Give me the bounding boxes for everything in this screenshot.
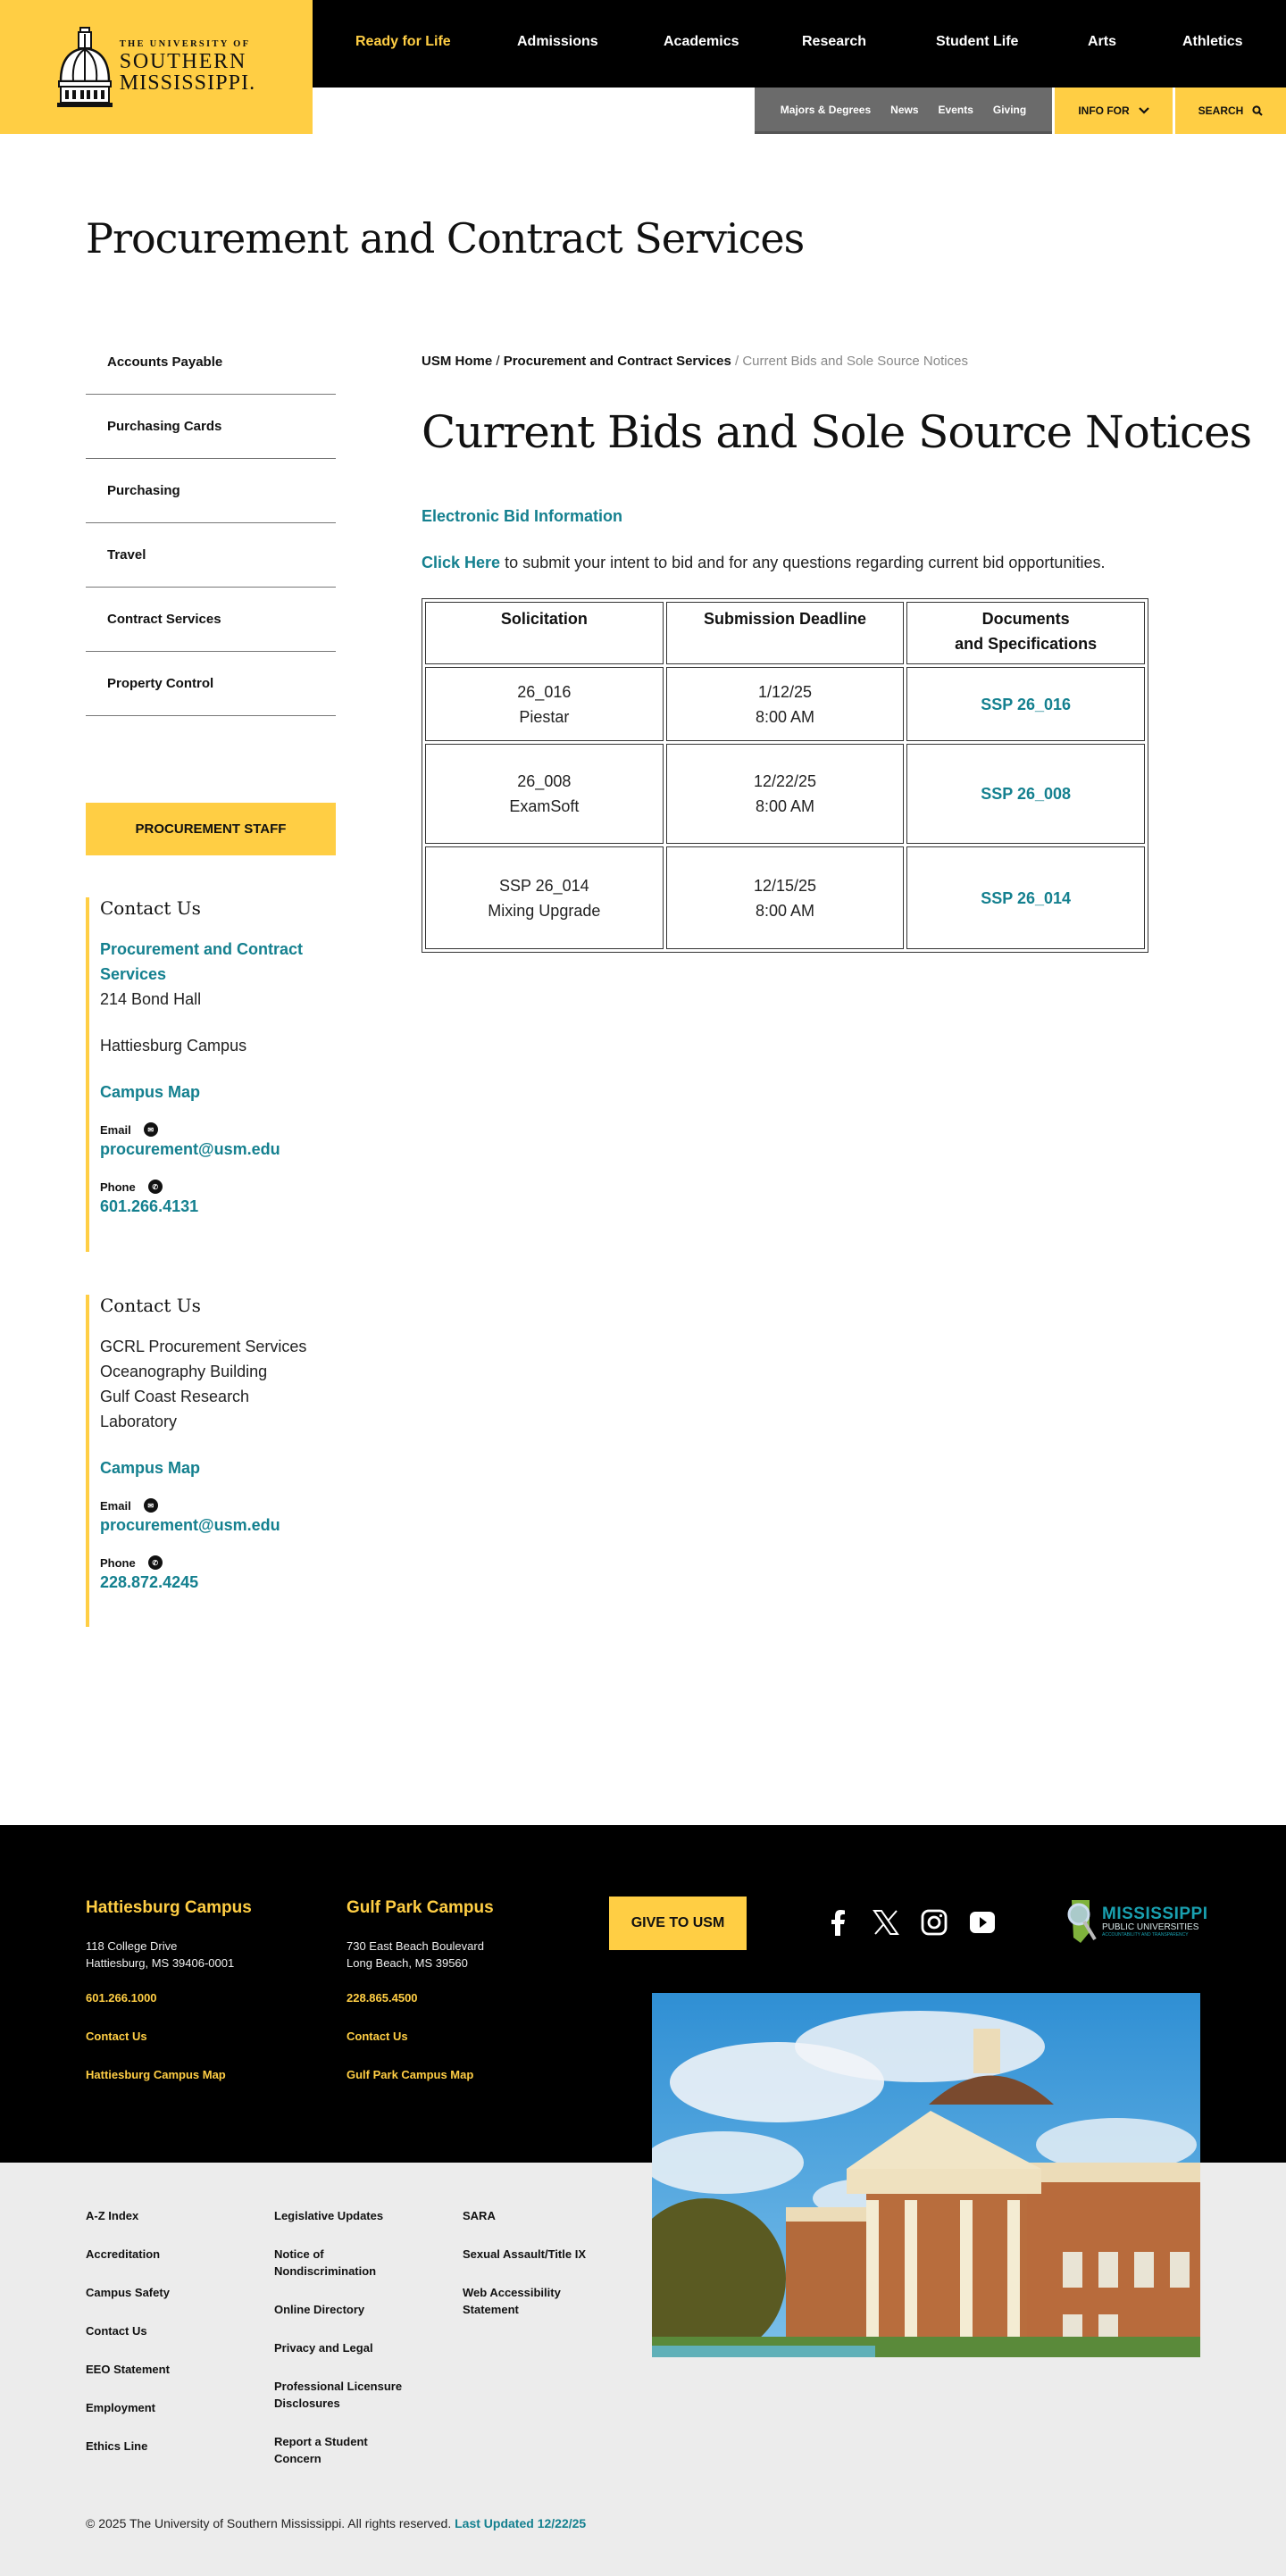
mississippi-public-universities-logo[interactable] <box>1065 1897 1207 1947</box>
sidebar-item-property-control[interactable]: Property Control <box>86 652 336 716</box>
info-for-label: INFO FOR <box>1078 104 1130 117</box>
email-icon: ✉ <box>144 1122 158 1137</box>
intent-to-bid-text <box>422 554 1105 572</box>
deadline-cell: 12/22/25 8:00 AM <box>666 744 905 844</box>
footer-link-report-student-concern[interactable]: Report a Student Concern <box>274 2435 368 2465</box>
nav-ready-for-life[interactable]: Ready for Life <box>355 34 451 49</box>
contact-heading: Contact Us <box>100 1295 201 1316</box>
chevron-down-icon <box>1139 107 1149 114</box>
search-label: SEARCH <box>1198 104 1244 117</box>
util-news[interactable]: News <box>890 103 919 116</box>
main-nav <box>313 0 1286 88</box>
table-header-row <box>425 602 1145 664</box>
campus-phone-link[interactable]: 228.865.4500 <box>347 1991 418 2005</box>
footer-link-contact-us[interactable]: Contact Us <box>86 2324 147 2338</box>
campus-address: 118 College Drive Hattiesburg, MS 39406-0001 <box>86 1939 235 1970</box>
page-title: Procurement and Contract Services <box>86 214 805 263</box>
header-documents: Documents and Specifications <box>906 602 1145 664</box>
campus-map-link[interactable]: Campus Map <box>100 1083 201 1101</box>
footer-link-notice-nondiscrimination[interactable]: Notice of Nondiscrimination <box>274 2247 377 2278</box>
phone-label: Phone <box>100 1555 136 1570</box>
breadcrumb-current: Current Bids and Sole Source Notices <box>742 354 968 369</box>
phone-label-row <box>100 1180 336 1194</box>
document-link[interactable]: SSP 26_008 <box>981 785 1072 803</box>
last-updated-link[interactable]: Last Updated 12/22/25 <box>455 2516 587 2530</box>
deadline-cell: 12/15/25 8:00 AM <box>666 846 905 949</box>
search-icon <box>1252 105 1263 116</box>
footer-link-campus-safety[interactable]: Campus Safety <box>86 2286 170 2299</box>
util-giving[interactable]: Giving <box>992 103 1027 116</box>
footer-link-ethics-line[interactable]: Ethics Line <box>86 2439 148 2453</box>
phone-link[interactable]: 228.872.4245 <box>100 1573 199 1591</box>
section-nav <box>86 330 336 716</box>
document-link[interactable]: SSP 26_014 <box>981 888 1072 907</box>
contact-card-hattiesburg <box>86 897 336 1252</box>
footer-link-privacy-legal[interactable]: Privacy and Legal <box>274 2341 373 2355</box>
mpu-line-1: MISSISSIPPI <box>1102 1904 1208 1923</box>
footer-link-legislative-updates[interactable]: Legislative Updates <box>274 2209 384 2222</box>
dome-icon <box>57 26 113 108</box>
breadcrumb-separator: / <box>734 354 739 369</box>
campus-heading: Hattiesburg Campus <box>86 1898 252 1917</box>
footer-link-sara[interactable]: SARA <box>463 2209 496 2222</box>
give-to-usm-button[interactable]: GIVE TO USM <box>609 1897 747 1950</box>
phone-icon: ✆ <box>148 1555 163 1570</box>
email-icon: ✉ <box>144 1498 158 1513</box>
search-button[interactable] <box>1175 88 1286 134</box>
documents-cell <box>906 667 1145 741</box>
address-line: Oceanography Building <box>100 1363 268 1380</box>
solicitation-cell: SSP 26_014 Mixing Upgrade <box>425 846 664 949</box>
phone-label-row <box>100 1555 336 1570</box>
campus-address: 730 East Beach Boulevard Long Beach, MS 39560 <box>347 1939 484 1970</box>
nav-student-life[interactable]: Student Life <box>936 34 1019 49</box>
email-label: Email <box>100 1122 131 1137</box>
campus-map-link[interactable]: Campus Map <box>100 1459 201 1477</box>
documents-cell <box>906 846 1145 949</box>
sidebar-item-contract-services[interactable]: Contract Services <box>86 588 336 652</box>
nav-academics[interactable]: Academics <box>664 34 739 49</box>
utility-links <box>755 88 1052 134</box>
social-links <box>823 1908 997 1937</box>
campus-heading: Gulf Park Campus <box>347 1898 494 1917</box>
footer-link-title-ix[interactable]: Sexual Assault/Title IX <box>463 2247 586 2261</box>
logo-line-2: SOUTHERN <box>119 50 247 74</box>
sidebar-item-accounts-payable[interactable]: Accounts Payable <box>86 330 336 395</box>
table-row <box>425 667 1145 741</box>
footer-links-col-1 <box>86 2207 170 2455</box>
main-title: Current Bids and Sole Source Notices <box>422 406 1252 458</box>
footer-hattiesburg-campus <box>86 1898 252 2106</box>
nav-arts[interactable]: Arts <box>1088 34 1117 49</box>
email-label-row <box>100 1498 336 1513</box>
nav-athletics[interactable]: Athletics <box>1182 34 1243 49</box>
contact-heading: Contact Us <box>100 897 201 919</box>
email-label-row <box>100 1122 336 1137</box>
nav-research[interactable]: Research <box>802 34 867 49</box>
campus-contact-link[interactable]: Contact Us <box>347 2030 408 2043</box>
office-link[interactable]: Procurement and Contract Services <box>100 940 304 983</box>
address-line: Laboratory <box>100 1413 178 1430</box>
nav-admissions[interactable]: Admissions <box>517 34 598 49</box>
campus-name: Hattiesburg Campus <box>100 1037 247 1055</box>
magnifier-map-icon <box>1065 1897 1100 1947</box>
email-label: Email <box>100 1498 131 1513</box>
footer-gulf-park-campus <box>347 1898 494 2106</box>
util-events[interactable]: Events <box>938 103 973 116</box>
footer-link-az-index[interactable]: A-Z Index <box>86 2209 139 2222</box>
utility-bar <box>755 88 1286 134</box>
logo-line-3: MISSISSIPPI. <box>119 71 256 96</box>
copyright <box>86 2516 586 2530</box>
address-line: Gulf Coast Research <box>100 1388 250 1405</box>
footer-link-eeo-statement[interactable]: EEO Statement <box>86 2363 170 2376</box>
x-icon[interactable] <box>872 1908 900 1937</box>
campus-contact-link[interactable]: Contact Us <box>86 2030 147 2043</box>
document-link[interactable]: SSP 26_016 <box>981 695 1072 713</box>
sidebar-item-purchasing-cards[interactable]: Purchasing Cards <box>86 395 336 459</box>
breadcrumb <box>422 354 968 369</box>
sidebar-item-purchasing[interactable]: Purchasing <box>86 459 336 523</box>
phone-icon: ✆ <box>148 1180 163 1194</box>
table-row <box>425 744 1145 844</box>
breadcrumb-procurement[interactable]: Procurement and Contract Services <box>503 354 731 369</box>
info-for-button[interactable] <box>1055 88 1173 134</box>
solicitation-cell: 26_008 ExamSoft <box>425 744 664 844</box>
header-submission-deadline: Submission Deadline <box>666 602 905 664</box>
footer-link-online-directory[interactable]: Online Directory <box>274 2303 365 2316</box>
copyright-text: © 2025 The University of Southern Mississippi. All rights reserved. <box>86 2516 452 2530</box>
office-address: 214 Bond Hall <box>100 990 202 1008</box>
mpu-line-3: ACCOUNTABILITY AND TRANSPARENCY <box>1102 1931 1189 1938</box>
footer-links-col-3 <box>463 2207 605 2318</box>
instagram-icon[interactable] <box>920 1908 948 1937</box>
mpu-line-2: PUBLIC UNIVERSITIES <box>1102 1922 1199 1932</box>
header-solicitation: Solicitation <box>425 602 664 664</box>
footer-link-professional-licensure[interactable]: Professional Licensure Disclosures <box>274 2380 403 2410</box>
footer-link-employment[interactable]: Employment <box>86 2401 156 2414</box>
campus-map-link[interactable]: Hattiesburg Campus Map <box>86 2068 226 2081</box>
solicitation-cell: 26_016 Piestar <box>425 667 664 741</box>
util-majors-degrees[interactable]: Majors & Degrees <box>780 103 872 116</box>
address-line: GCRL Procurement Services <box>100 1338 307 1355</box>
footer-link-accreditation[interactable]: Accreditation <box>86 2247 161 2261</box>
electronic-bid-link[interactable]: Electronic Bid Information <box>422 507 623 525</box>
bids-table <box>422 598 1148 953</box>
usm-logo[interactable] <box>0 0 313 134</box>
footer-links-col-2 <box>274 2207 417 2467</box>
campus-phone-link[interactable]: 601.266.1000 <box>86 1991 157 2005</box>
sidebar-item-travel[interactable]: Travel <box>86 523 336 588</box>
phone-label: Phone <box>100 1180 136 1194</box>
click-here-link[interactable]: Click Here <box>422 554 501 571</box>
facebook-icon[interactable] <box>823 1908 852 1937</box>
contact-card-gcrl <box>86 1295 336 1627</box>
breadcrumb-usm-home[interactable]: USM Home <box>422 354 493 369</box>
breadcrumb-separator: / <box>496 354 500 369</box>
documents-cell <box>906 744 1145 844</box>
campus-map-link[interactable]: Gulf Park Campus Map <box>347 2068 474 2081</box>
youtube-icon[interactable] <box>968 1908 997 1937</box>
phone-link[interactable]: 601.266.4131 <box>100 1197 199 1215</box>
email-link[interactable]: procurement@usm.edu <box>100 1516 280 1534</box>
procurement-staff-button[interactable]: PROCUREMENT STAFF <box>86 803 336 855</box>
table-row <box>425 846 1145 949</box>
intent-to-bid-description: to submit your intent to bid and for any questions regarding current bid opportunities. <box>500 554 1106 571</box>
administration-building-photo <box>652 1993 1200 2357</box>
deadline-cell: 1/12/25 8:00 AM <box>666 667 905 741</box>
email-link[interactable]: procurement@usm.edu <box>100 1140 280 1158</box>
footer-link-web-accessibility[interactable]: Web Accessibility Statement <box>463 2286 561 2316</box>
logo-line-1: THE UNIVERSITY OF <box>119 38 251 49</box>
